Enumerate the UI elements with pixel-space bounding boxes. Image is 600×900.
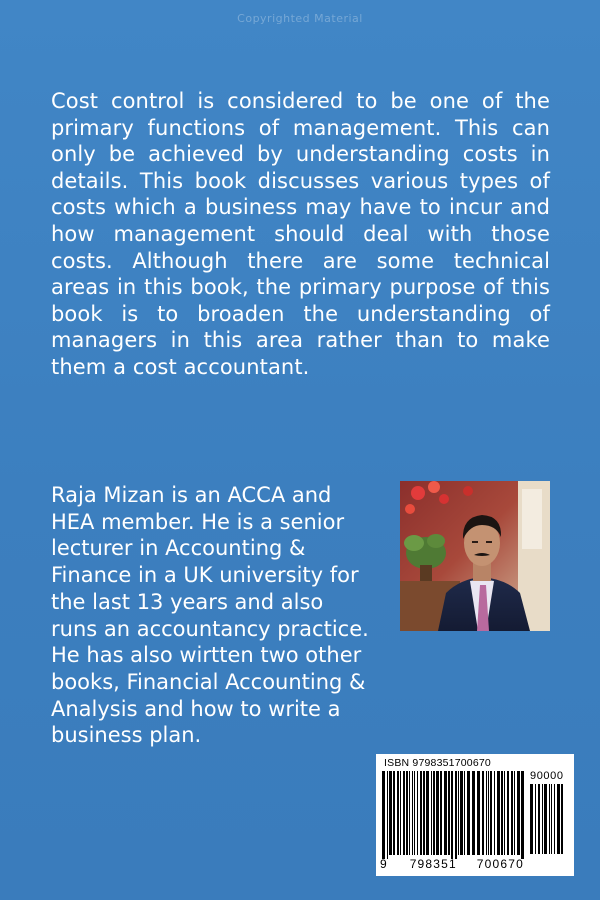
barcode-bar (472, 771, 475, 855)
author-bio: Raja Mizan is an ACCA and HEA member. He is a senior lecturer in Accounting & Finance in a UK university for the last 13 years and also runs an accountancy practice. He has also wirtten two other books, Financial Accounting & Analysis and how to write a business plan. (51, 483, 369, 748)
barcode-bar (517, 771, 520, 855)
barcode-bar (521, 771, 524, 859)
barcode-bar (482, 771, 484, 855)
barcode-bar (494, 771, 495, 855)
author-photo (400, 481, 550, 631)
barcode-bar (467, 771, 470, 855)
barcode-bar (542, 784, 543, 854)
barcode-bar (431, 771, 432, 855)
book-description: Cost control is considered to be one of the primary functions of management. This can only be achieved by understanding costs in details. This book discusses various types of costs which a business may have to incur and how management should deal with those costs. Although there are some technical areas in this book, the primary purpose of this book is to broaden the understanding of managers in this area rather than to make them a cost accountant. (51, 89, 550, 379)
ean-barcode-bars (382, 771, 524, 859)
barcode-bar (397, 771, 399, 855)
barcode-digits-left: 798351 (409, 857, 457, 871)
barcode-bar (455, 771, 457, 859)
barcode-bar (551, 784, 552, 854)
barcode-bar (426, 771, 429, 855)
barcode-bar (538, 784, 540, 854)
addon-barcode-bars (530, 784, 564, 854)
barcode-bar (433, 771, 435, 855)
price-code: 90000 (530, 770, 564, 782)
barcode-bar (507, 771, 509, 855)
barcode-bar (420, 771, 422, 855)
barcode-bar (488, 771, 489, 855)
barcode-bar (423, 771, 425, 855)
barcode-digits-right: 700670 (476, 857, 524, 871)
barcode-bar (389, 771, 392, 855)
barcode-bar (477, 771, 480, 855)
barcode-bar (444, 771, 447, 855)
barcode-digits (380, 857, 524, 871)
barcode-bar (561, 784, 563, 854)
barcode-bar (535, 784, 536, 854)
barcode-bar (460, 771, 463, 855)
barcode-bar (514, 771, 515, 855)
isbn-label: ISBN 9798351700670 (384, 757, 491, 769)
barcode-bar (412, 771, 413, 855)
isbn-barcode (376, 754, 574, 876)
barcode-bar (382, 771, 385, 859)
barcode-bar (544, 784, 547, 854)
barcode-bar (458, 771, 459, 855)
barcode-bar (549, 784, 550, 854)
barcode-bar (440, 771, 442, 855)
barcode-bar (554, 784, 555, 854)
barcode-bar (417, 771, 418, 855)
barcode-bar (393, 771, 395, 855)
barcode-bar (436, 771, 439, 855)
barcode-bar (403, 771, 405, 855)
author-portrait-icon (400, 481, 550, 631)
barcode-bar (530, 784, 533, 854)
copyright-watermark: Copyrighted Material (237, 12, 363, 25)
barcode-bar (557, 784, 560, 854)
barcode-bar (504, 771, 505, 855)
barcode-bar (451, 771, 453, 859)
barcode-bar (501, 771, 503, 855)
barcode-bar (464, 771, 465, 855)
barcode-bar (387, 771, 388, 859)
barcode-bar (490, 771, 492, 855)
barcode-bar (497, 771, 500, 855)
barcode-bar (448, 771, 450, 855)
barcode-bar (400, 771, 401, 855)
barcode-bar (486, 771, 487, 855)
barcode-bar (511, 771, 513, 855)
barcode-bar (406, 771, 408, 855)
barcode-bar (409, 771, 410, 855)
barcode-bar (414, 771, 415, 855)
barcode-digit-lead: 9 (380, 857, 388, 871)
